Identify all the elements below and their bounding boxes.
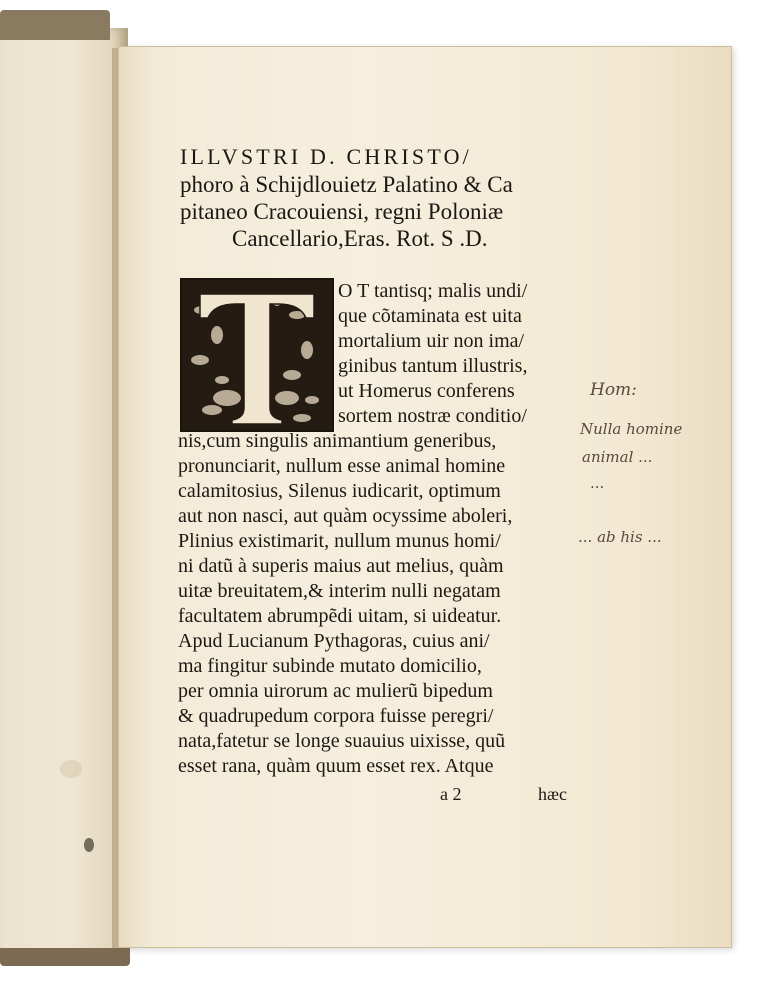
text-line: sortem nostræ conditio/ — [338, 405, 527, 427]
left-page — [0, 28, 128, 958]
text-line: uitæ breuitatem,& interim nulli negatam — [178, 580, 501, 602]
margin-note: animal ... — [582, 448, 653, 466]
text-line: Plinius existimarit, nullum munus homi/ — [178, 530, 501, 552]
wormhole — [84, 838, 94, 852]
text-line: per omnia uirorum ac mulierũ bipedum — [178, 680, 493, 702]
heading-line-1: ILLVSTRI D. CHRISTO/ — [180, 144, 472, 169]
decorated-initial — [180, 278, 334, 432]
text-line: que cõtaminata est uita — [338, 305, 522, 327]
text-line: calamitosius, Silenus iudicarit, optimum — [178, 480, 501, 502]
margin-note: ... — [590, 474, 605, 492]
text-line: mortalium uir non ima/ — [338, 330, 525, 352]
margin-note: Nulla homine — [580, 420, 683, 438]
text-line: nis,cum singulis animantium generibus, — [178, 430, 497, 452]
text-line: ginibus tantum illustris, — [338, 355, 528, 377]
signature-mark: a 2 — [440, 784, 462, 804]
text-line: Apud Lucianum Pythagoras, cuius ani/ — [178, 630, 490, 652]
book-cover-edge — [0, 10, 110, 40]
text-line: pronunciarit, nullum esse animal homine — [178, 455, 506, 477]
margin-note: ... ab his ... — [578, 528, 662, 546]
text-line: facultatem abrumpẽdi uitam, si uideatur. — [178, 605, 502, 627]
text-line: & quadrupedum corpora fuisse peregri/ — [178, 705, 494, 727]
heading-line-3: pitaneo Cracouiensi, regni Poloniæ — [180, 199, 504, 224]
text-line: ni datũ à superis maius aut melius, quàm — [178, 555, 504, 577]
text-line: esset rana, quàm quum esset rex. Atque — [178, 755, 494, 777]
margin-note: Hom: — [590, 380, 637, 400]
book-cover-bottom — [0, 948, 130, 966]
text-line: ma fingitur subinde mutato domicilio, — [178, 655, 482, 677]
paper-stain — [60, 760, 82, 778]
text-line: O T tantisq; malis undi/ — [338, 280, 528, 302]
text-line: aut non nasci, aut quàm ocyssime aboleri, — [178, 505, 513, 527]
heading-line-2: phoro à Schijdlouietz Palatino & Ca — [180, 172, 513, 197]
text-line: nata,fatetur se longe suauius uixisse, quũ — [178, 730, 506, 752]
heading-line-4: Cancellario,Eras. Rot. S .D. — [232, 226, 488, 251]
catchword: hæc — [538, 784, 567, 804]
text-line: ut Homerus conferens — [338, 380, 515, 402]
